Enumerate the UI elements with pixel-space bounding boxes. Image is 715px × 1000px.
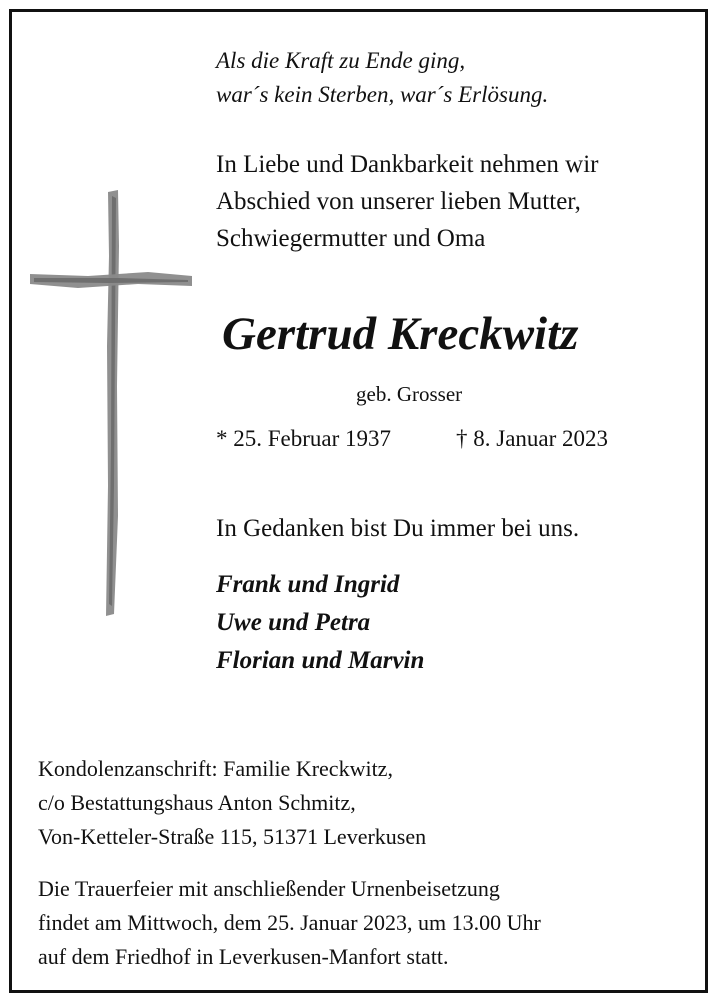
condolence-address [38, 752, 426, 854]
deceased-name: Gertrud Kreckwitz [222, 308, 579, 360]
family-line: Florian und Marvin [216, 647, 425, 674]
intro-text [216, 146, 599, 257]
funeral-line: Die Trauerfeier mit anschließender Urnenbeisetzung [38, 876, 500, 901]
intro-line: Abschied von unserer lieben Mutter, [216, 188, 581, 215]
family-line: Frank und Ingrid [216, 571, 400, 598]
funeral-details [38, 872, 541, 974]
cross-icon [28, 186, 194, 618]
funeral-line: auf dem Friedhof in Leverkusen-Manfort statt. [38, 944, 449, 969]
family-names [216, 566, 424, 680]
motto [216, 44, 548, 112]
birth-date: * 25. Februar 1937 [216, 426, 392, 451]
family-line: Uwe und Petra [216, 609, 371, 636]
motto-line: war´s kein Sterben, war´s Erlösung. [216, 82, 549, 107]
memorial-quote: In Gedanken bist Du immer bei uns. [216, 515, 580, 542]
condolence-line: c/o Bestattungshaus Anton Schmitz, [38, 790, 356, 815]
intro-line: Schwiegermutter und Oma [216, 225, 486, 252]
death-date: † 8. Januar 2023 [456, 426, 609, 451]
condolence-line: Kondolenzanschrift: Familie Kreckwitz, [38, 756, 393, 781]
condolence-line: Von-Ketteler-Straße 115, 51371 Leverkusen [38, 824, 427, 849]
motto-line: Als die Kraft zu Ende ging, [216, 48, 466, 73]
funeral-line: findet am Mittwoch, dem 25. Januar 2023, um 13.00 Uhr [38, 910, 541, 935]
intro-line: In Liebe und Dankbarkeit nehmen wir [216, 151, 599, 178]
birth-name: geb. Grosser [356, 382, 463, 406]
